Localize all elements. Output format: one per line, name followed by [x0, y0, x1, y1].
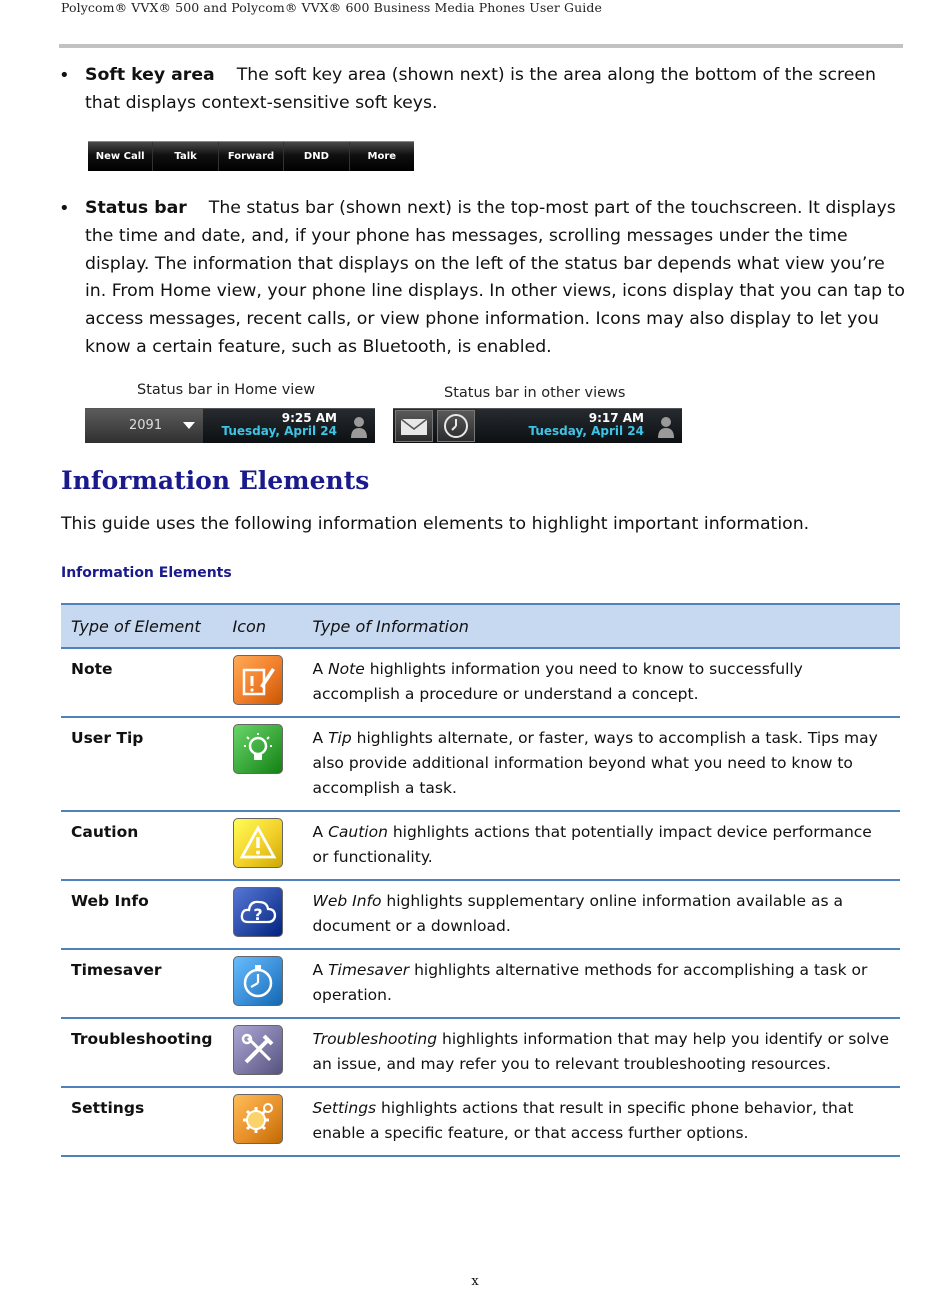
- icon-cell: [223, 949, 303, 1018]
- information-description: [303, 880, 900, 949]
- table-row: [61, 880, 900, 949]
- table-row: [61, 648, 900, 717]
- icon-cell: [223, 1087, 303, 1156]
- softkey-talk: Talk: [153, 142, 218, 171]
- icon-cell: [223, 811, 303, 880]
- description-prefix: A: [312, 823, 329, 841]
- description-emphasis: Tip: [328, 729, 352, 747]
- element-type-name: User Tip: [61, 717, 223, 811]
- status-bar-other: [393, 408, 682, 443]
- description-text: highlights alternate, or faster, ways to accomplish a task. Tips may also provide additional information beyond what you need to know to accomplish a task.: [312, 729, 878, 797]
- description-text: highlights information that may help you identify or solve an issue, and may refer you to relevant troubleshooting resources.: [312, 1030, 890, 1073]
- table-row: [61, 717, 900, 811]
- description-text: highlights supplementary online information available as a document or a download.: [312, 892, 843, 935]
- person-icon: [351, 416, 367, 438]
- bullet-status-bar: [59, 195, 905, 362]
- column-header-icon: Icon: [223, 604, 303, 648]
- warning-icon: [233, 818, 283, 868]
- stopwatch-icon: [233, 956, 283, 1006]
- information-description: [303, 949, 900, 1018]
- cloud-question-icon: [233, 887, 283, 937]
- bullet-term: Status bar: [85, 198, 187, 218]
- element-type-name: Troubleshooting: [61, 1018, 223, 1087]
- messages-button: [395, 410, 433, 442]
- tools-icon: [233, 1025, 283, 1075]
- line-key: [85, 409, 203, 443]
- column-header-info: Type of Information: [303, 604, 900, 648]
- icon-cell: [223, 648, 303, 717]
- description-prefix: A: [312, 660, 329, 678]
- status-time: 9:25 AM: [281, 411, 337, 425]
- information-elements-table: [61, 603, 900, 1157]
- table-row: [61, 1087, 900, 1156]
- status-bar-home: [85, 408, 375, 443]
- column-header-type: Type of Element: [61, 604, 223, 648]
- person-icon: [658, 416, 674, 438]
- bullet-text: The status bar (shown next) is the top-most part of the touchscreen. It displays the time and date, and, if your phone has messages, scrolling messages under the time display. The information that displays on the left of the status bar depends what view you’re in. From Home view, your phone line displays. In other views, icons display that you can tap to access messages, recent calls, or view phone information. Icons may also display to let you know a certain feature, such as Bluetooth, is enabled.: [85, 198, 905, 357]
- status-time: 9:17 AM: [588, 411, 644, 425]
- softkey-bar: [88, 141, 414, 171]
- information-description: [303, 717, 900, 811]
- softkey-dnd: DND: [284, 142, 349, 171]
- status-date: Tuesday, April 24: [528, 424, 644, 438]
- status-time-block: [528, 412, 644, 438]
- table-row: [61, 811, 900, 880]
- information-description: [303, 811, 900, 880]
- element-type-name: Timesaver: [61, 949, 223, 1018]
- note-icon: [233, 655, 283, 705]
- recent-calls-button: [437, 410, 475, 442]
- status-time-block: [221, 412, 337, 438]
- icon-cell: [223, 717, 303, 811]
- table-row: [61, 1018, 900, 1087]
- page-number: x: [471, 1274, 479, 1289]
- description-text: highlights alternative methods for accomplishing a task or operation.: [312, 961, 868, 1004]
- icon-cell: [223, 1018, 303, 1087]
- svg-text:?: ?: [252, 905, 263, 924]
- icon-cell: [223, 880, 303, 949]
- lightbulb-icon: [233, 724, 283, 774]
- softkey-new-call: New Call: [88, 142, 153, 171]
- section-title: Information Elements: [61, 466, 370, 495]
- gear-icon: [233, 1094, 283, 1144]
- bullet-dot: •: [59, 65, 70, 86]
- information-description: [303, 1018, 900, 1087]
- bullet-dot: •: [59, 198, 70, 219]
- description-text: highlights actions that potentially impact device performance or functionality.: [312, 823, 872, 866]
- description-prefix: A: [312, 729, 329, 747]
- status-date: Tuesday, April 24: [221, 424, 337, 438]
- element-type-name: Note: [61, 648, 223, 717]
- information-description: [303, 648, 900, 717]
- table-caption: Information Elements: [61, 565, 232, 581]
- description-emphasis: Note: [328, 660, 365, 678]
- softkey-forward: Forward: [219, 142, 284, 171]
- envelope-icon: [396, 411, 432, 441]
- header-rule: [59, 44, 903, 48]
- description-emphasis: Troubleshooting: [312, 1030, 438, 1048]
- status-bar-home-caption: Status bar in Home view: [137, 382, 316, 398]
- softkey-more: More: [367, 151, 397, 162]
- information-description: [303, 1087, 900, 1156]
- status-bar-other-caption: Status bar in other views: [444, 385, 626, 401]
- element-type-name: Web Info: [61, 880, 223, 949]
- description-text: highlights information you need to know to successfully accomplish a procedure or understand a concept.: [312, 660, 803, 703]
- bullet-term: Soft key area: [85, 65, 215, 85]
- description-emphasis: Web Info: [312, 892, 382, 910]
- description-prefix: A: [312, 961, 329, 979]
- running-header: Polycom® VVX® 500 and Polycom® VVX® 600 Business Media Phones User Guide: [61, 0, 602, 15]
- element-type-name: Settings: [61, 1087, 223, 1156]
- dropdown-arrow-icon: [183, 422, 195, 429]
- description-emphasis: Timesaver: [328, 961, 410, 979]
- description-emphasis: Caution: [328, 823, 388, 841]
- clock-icon: [438, 411, 474, 441]
- table-header-row: [61, 604, 900, 648]
- line-number: 2091: [129, 418, 163, 433]
- description-text: highlights actions that result in specific phone behavior, that enable a specific feature, or that access further options.: [312, 1099, 854, 1142]
- element-type-name: Caution: [61, 811, 223, 880]
- bullet-soft-key-area: [59, 62, 905, 118]
- description-emphasis: Settings: [312, 1099, 377, 1117]
- section-intro: This guide uses the following information elements to highlight important information.: [61, 514, 810, 534]
- table-row: [61, 949, 900, 1018]
- bullet-text: The soft key area (shown next) is the area along the bottom of the screen that displays context-sensitive soft keys.: [85, 65, 876, 113]
